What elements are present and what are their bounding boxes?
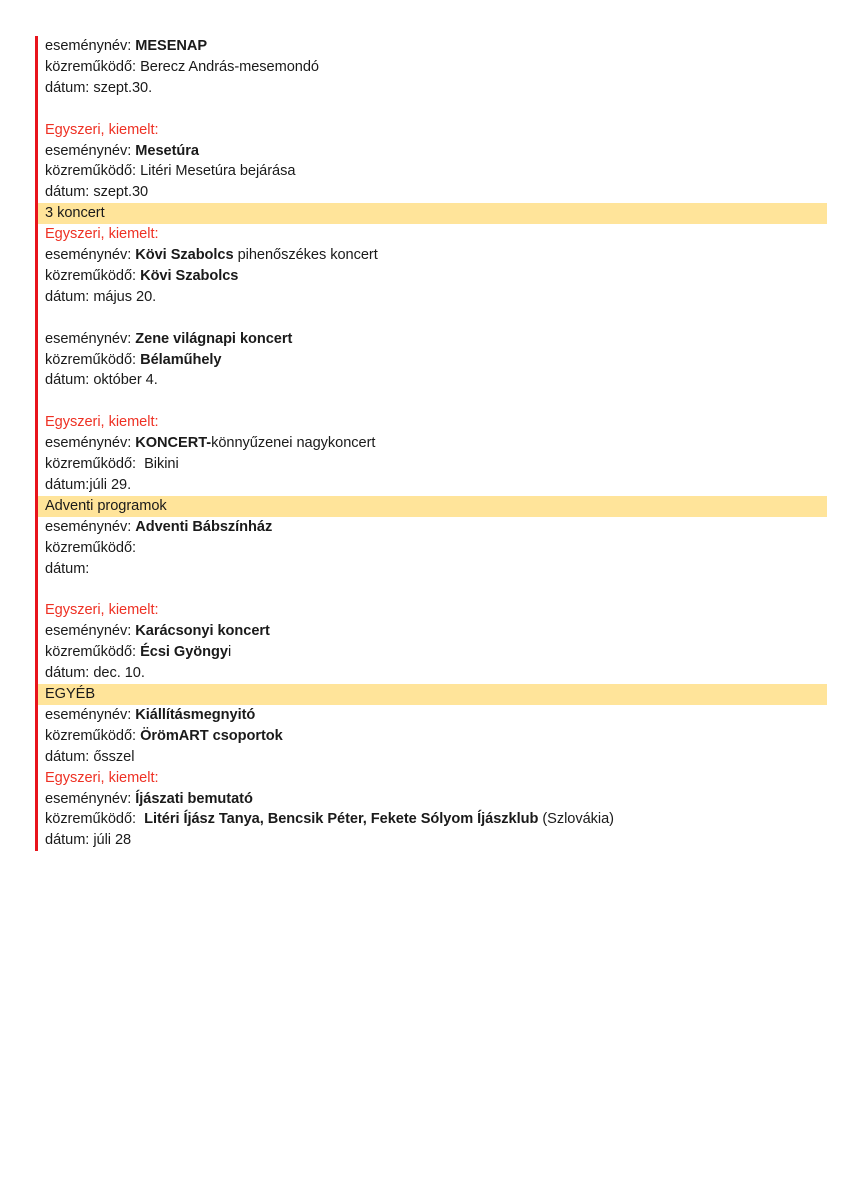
plain-text: közreműködő: xyxy=(45,811,145,828)
emphasis-text: Bélaműhely xyxy=(140,351,222,368)
emphasis-text: Écsi Gyöngy xyxy=(140,644,228,661)
entry-line xyxy=(38,78,827,99)
emphasis-text: ÖrömART csoportok xyxy=(140,727,283,744)
entry-line xyxy=(38,642,827,663)
event-list-quote-block xyxy=(35,36,827,851)
plain-text: közreműködő: Bikini xyxy=(45,456,179,473)
plain-text: eseménynév: xyxy=(45,518,136,535)
entry-line xyxy=(38,517,827,538)
emphasis-text: Íjászati bemutató xyxy=(135,790,253,807)
plain-text: EGYÉB xyxy=(45,686,96,703)
entry-line xyxy=(38,789,827,810)
plain-text: közreműködő: Berecz András-mesemondó xyxy=(45,58,319,75)
section-heading-band xyxy=(38,203,827,224)
entry-line xyxy=(38,538,827,559)
plain-text: könnyűzenei nagykoncert xyxy=(211,435,376,452)
emphasis-text: Mesetúra xyxy=(135,142,199,159)
entry-line xyxy=(38,36,827,57)
blank-line xyxy=(38,308,827,329)
emphasis-text: KONCERT- xyxy=(135,435,212,452)
plain-text: eseménynév: xyxy=(45,330,136,347)
emphasis-text: Kiállításmegnyitó xyxy=(135,706,256,723)
plain-text: (Szlovákia) xyxy=(538,811,614,828)
entry-line xyxy=(38,141,827,162)
plain-text: közreműködő: xyxy=(45,267,141,284)
emphasis-text: Kövi Szabolcs xyxy=(135,247,234,264)
plain-text: Egyszeri, kiemelt: xyxy=(45,769,159,786)
plain-text: eseménynév: xyxy=(45,790,136,807)
entry-line xyxy=(38,663,827,684)
plain-text: eseménynév: xyxy=(45,38,136,54)
plain-text: eseménynév: xyxy=(45,706,136,723)
plain-text: Egyszeri, kiemelt: xyxy=(45,602,159,619)
plain-text: eseménynév: xyxy=(45,623,136,640)
plain-text: dátum: dec. 10. xyxy=(45,665,145,682)
plain-text: közreműködő: xyxy=(45,351,141,368)
entry-line xyxy=(38,370,827,391)
plain-text: Adventi programok xyxy=(45,497,167,514)
plain-text: eseménynév: xyxy=(45,435,136,452)
emphasis-text: MESENAP xyxy=(135,38,208,54)
entry-line xyxy=(38,747,827,768)
plain-text: eseménynév: xyxy=(45,247,136,264)
entry-line xyxy=(38,161,827,182)
plain-text: közreműködő: Litéri Mesetúra bejárása xyxy=(45,163,296,180)
plain-text: 3 koncert xyxy=(45,205,105,222)
entry-line xyxy=(38,182,827,203)
entry-line xyxy=(38,454,827,475)
plain-text: dátum: szept.30 xyxy=(45,184,149,201)
egyszeri-kiemelt-label xyxy=(38,600,827,621)
section-heading-band xyxy=(38,496,827,517)
plain-text: dátum: október 4. xyxy=(45,372,158,389)
entry-line xyxy=(38,350,827,371)
entry-line xyxy=(38,809,827,830)
egyszeri-kiemelt-label xyxy=(38,412,827,433)
entry-line xyxy=(38,266,827,287)
emphasis-text: Karácsonyi koncert xyxy=(135,623,270,640)
entry-line xyxy=(38,830,827,851)
emphasis-text: Zene világnapi koncert xyxy=(135,330,293,347)
egyszeri-kiemelt-label xyxy=(38,768,827,789)
entry-line xyxy=(38,287,827,308)
blank-line xyxy=(38,99,827,120)
entry-line xyxy=(38,57,827,78)
plain-text: közreműködő: xyxy=(45,727,141,744)
plain-text: közreműködő: xyxy=(45,644,141,661)
plain-text: pihenőszékes koncert xyxy=(233,247,378,264)
entry-line xyxy=(38,726,827,747)
plain-text: dátum: május 20. xyxy=(45,288,157,305)
section-heading-band xyxy=(38,684,827,705)
plain-text: dátum: xyxy=(45,560,90,577)
entry-line xyxy=(38,705,827,726)
plain-text: i xyxy=(227,644,232,661)
egyszeri-kiemelt-label xyxy=(38,224,827,245)
plain-text: Egyszeri, kiemelt: xyxy=(45,226,159,243)
blank-line xyxy=(38,580,827,601)
entry-line xyxy=(38,245,827,266)
plain-text: közreműködő: xyxy=(45,539,137,556)
plain-text: dátum: ősszel xyxy=(45,748,135,765)
emphasis-text: Kövi Szabolcs xyxy=(140,267,239,284)
plain-text: dátum: szept.30. xyxy=(45,79,153,96)
entry-line xyxy=(38,559,827,580)
egyszeri-kiemelt-label xyxy=(38,120,827,141)
plain-text: Egyszeri, kiemelt: xyxy=(45,121,159,138)
plain-text: eseménynév: xyxy=(45,142,136,159)
entry-line xyxy=(38,475,827,496)
entry-line xyxy=(38,329,827,350)
entry-line xyxy=(38,621,827,642)
entry-line xyxy=(38,433,827,454)
blank-line xyxy=(38,391,827,412)
emphasis-text: Adventi Bábszínház xyxy=(135,518,273,535)
plain-text: dátum: júli 28 xyxy=(45,832,132,849)
emphasis-text: Litéri Íjász Tanya, Bencsik Péter, Fekete Sólyom Íjászklub xyxy=(144,811,539,828)
plain-text: dátum:júli 29. xyxy=(45,476,132,493)
plain-text: Egyszeri, kiemelt: xyxy=(45,414,159,431)
